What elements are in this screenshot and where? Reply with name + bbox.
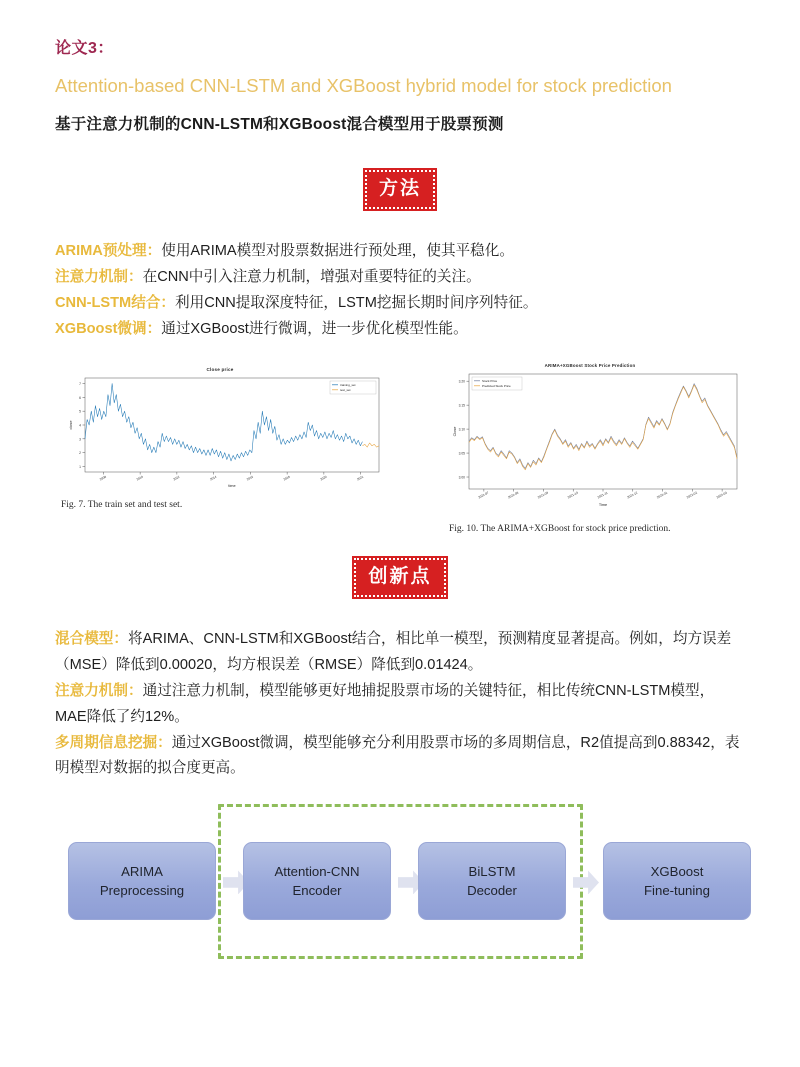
bullet-label: CNN-LSTM结合 xyxy=(55,294,161,311)
svg-text:2010: 2010 xyxy=(135,474,144,482)
svg-text:6: 6 xyxy=(79,395,81,400)
svg-text:time: time xyxy=(228,483,236,488)
svg-text:5: 5 xyxy=(79,409,81,414)
pipeline-diagram xyxy=(55,804,745,979)
svg-text:3.15: 3.15 xyxy=(458,403,465,408)
svg-text:test_set: test_set xyxy=(340,387,351,392)
bullet-separator: ： xyxy=(160,294,175,311)
bullet-separator: ： xyxy=(113,630,128,647)
svg-text:2021-08: 2021-08 xyxy=(507,490,520,500)
svg-text:close: close xyxy=(69,420,73,430)
method-bullet-item xyxy=(55,239,745,265)
bullet-separator: ： xyxy=(146,320,162,337)
svg-text:2014: 2014 xyxy=(209,474,218,482)
svg-text:3: 3 xyxy=(79,437,81,442)
svg-text:2022-02: 2022-02 xyxy=(685,490,698,500)
bullet-text: 通过注意力机制，模型能够更好地捕捉股票市场的关键特征，相比传统CNN-LSTM模型，MAE降低了约12%。 xyxy=(55,682,715,725)
method-bullet-item xyxy=(55,317,745,343)
svg-text:4: 4 xyxy=(79,423,81,428)
node-label-line2: Preprocessing xyxy=(99,883,185,899)
svg-text:3.00: 3.00 xyxy=(458,475,465,480)
paper-number: 论文3： xyxy=(55,40,114,57)
bullet-label: 注意力机制 xyxy=(55,268,128,285)
svg-text:2012: 2012 xyxy=(172,474,181,482)
pipeline-node-arima xyxy=(68,842,216,920)
bullet-label: 多周期信息挖掘 xyxy=(55,734,158,751)
svg-text:2021-07: 2021-07 xyxy=(477,490,490,500)
svg-text:2021-09: 2021-09 xyxy=(537,490,549,500)
close-price-chart xyxy=(55,374,385,494)
bullet-text: 使用ARIMA模型对股票数据进行预处理，使其平稳化。 xyxy=(161,242,514,259)
svg-text:2021-10: 2021-10 xyxy=(566,490,579,500)
svg-text:Time: Time xyxy=(598,502,608,507)
svg-text:2: 2 xyxy=(79,450,81,455)
bullet-label: ARIMA预处理 xyxy=(55,242,147,259)
figure-10-plot xyxy=(435,363,745,515)
svg-text:Close: Close xyxy=(453,426,457,437)
node-label-line2: Fine-tuning xyxy=(644,883,710,899)
svg-text:3.10: 3.10 xyxy=(458,427,465,432)
bullet-label: 混合模型 xyxy=(55,630,114,647)
svg-text:Stock Price: Stock Price xyxy=(482,378,498,383)
svg-text:2016: 2016 xyxy=(245,474,254,482)
svg-text:2021-11: 2021-11 xyxy=(596,490,609,500)
pipeline-node-xgboost xyxy=(603,842,751,920)
figure-train-test xyxy=(55,367,385,510)
innovation-seal-stamp: 创新点 xyxy=(354,558,445,597)
method-bullet-list xyxy=(55,239,745,343)
svg-text:3.20: 3.20 xyxy=(458,379,465,384)
bullet-text: 利用CNN提取深度特征，LSTM挖掘长期时间序列特征。 xyxy=(175,294,538,311)
chart-title-arima-xgboost: ARIMA+XGBoost Stock Price Prediction xyxy=(544,362,636,368)
innovation-bullet-item xyxy=(55,731,745,783)
method-bullet-item xyxy=(55,291,745,317)
svg-text:Predicted Stock Price: Predicted Stock Price xyxy=(482,383,511,388)
paper-title-chinese: 基于注意力机制的CNN-LSTM和XGBoost混合模型用于股票预测 xyxy=(55,116,504,134)
svg-text:1: 1 xyxy=(79,464,81,469)
figure-row xyxy=(55,363,745,558)
bullet-text: 通过XGBoost进行微调，进一步优化模型性能。 xyxy=(161,320,468,337)
pipeline-node-bilstm xyxy=(418,842,566,920)
bullet-separator: ： xyxy=(127,268,143,285)
bullet-label: XGBoost微调 xyxy=(55,320,147,337)
method-seal-stamp: 方法 xyxy=(365,170,435,209)
stock-prediction-chart xyxy=(435,370,745,515)
bullet-separator: ： xyxy=(146,242,162,259)
figure-7-plot xyxy=(55,367,385,494)
method-seal-container xyxy=(55,170,745,209)
chart-title-close-price: Close price xyxy=(206,366,234,372)
pipeline-node-attention-cnn xyxy=(243,842,391,920)
method-bullet-item xyxy=(55,265,745,291)
svg-text:2008: 2008 xyxy=(98,474,107,482)
svg-text:training_set: training_set xyxy=(340,382,356,387)
svg-text:2021: 2021 xyxy=(356,474,365,482)
innovation-seal-container xyxy=(55,558,745,597)
svg-text:2022-03: 2022-03 xyxy=(715,490,728,500)
bullet-separator: ： xyxy=(157,734,172,751)
svg-text:2022-01: 2022-01 xyxy=(656,490,669,500)
figure-7-caption: Fig. 7. The train set and test set. xyxy=(61,499,183,510)
svg-text:7: 7 xyxy=(79,381,81,386)
bullet-text: 在CNN中引入注意力机制，增强对重要特征的关注。 xyxy=(142,268,481,285)
bullet-separator: ： xyxy=(127,682,143,699)
innovation-bullet-item xyxy=(55,679,745,731)
paper-title-english: Attention-based CNN-LSTM and XGBoost hybrid model for stock prediction xyxy=(55,75,672,97)
node-label-line1: BiLSTM xyxy=(468,864,516,880)
figure-10-caption: Fig. 10. The ARIMA+XGBoost for stock price prediction. xyxy=(449,523,671,534)
node-label-line1: XGBoost xyxy=(650,864,704,880)
bullet-text: 通过XGBoost微调，模型能够充分利用股票市场的多周期信息，R2值提高到0.88342，表明模型对数据的拟合度更高。 xyxy=(55,734,740,777)
node-label-line1: ARIMA xyxy=(121,864,163,880)
node-label-line2: Decoder xyxy=(467,883,517,899)
svg-text:2021-12: 2021-12 xyxy=(626,490,639,500)
bullet-label: 注意力机制 xyxy=(55,682,128,699)
svg-text:3.05: 3.05 xyxy=(458,451,465,456)
node-label-line2: Encoder xyxy=(292,883,342,899)
svg-text:2020: 2020 xyxy=(319,474,328,482)
innovation-bullet-list xyxy=(55,627,745,783)
bullet-text: 将ARIMA、CNN-LSTM和XGBoost结合，相比单一模型，预测精度显著提高。例如，均方误差（MSE）降低到0.00020，均方根误差（RMSE）降低到0.01424。 xyxy=(55,630,732,673)
svg-text:2018: 2018 xyxy=(282,474,291,482)
node-label-line1: Attention-CNN xyxy=(274,864,360,880)
figure-arima-xgboost xyxy=(435,363,745,534)
innovation-bullet-item xyxy=(55,627,745,679)
